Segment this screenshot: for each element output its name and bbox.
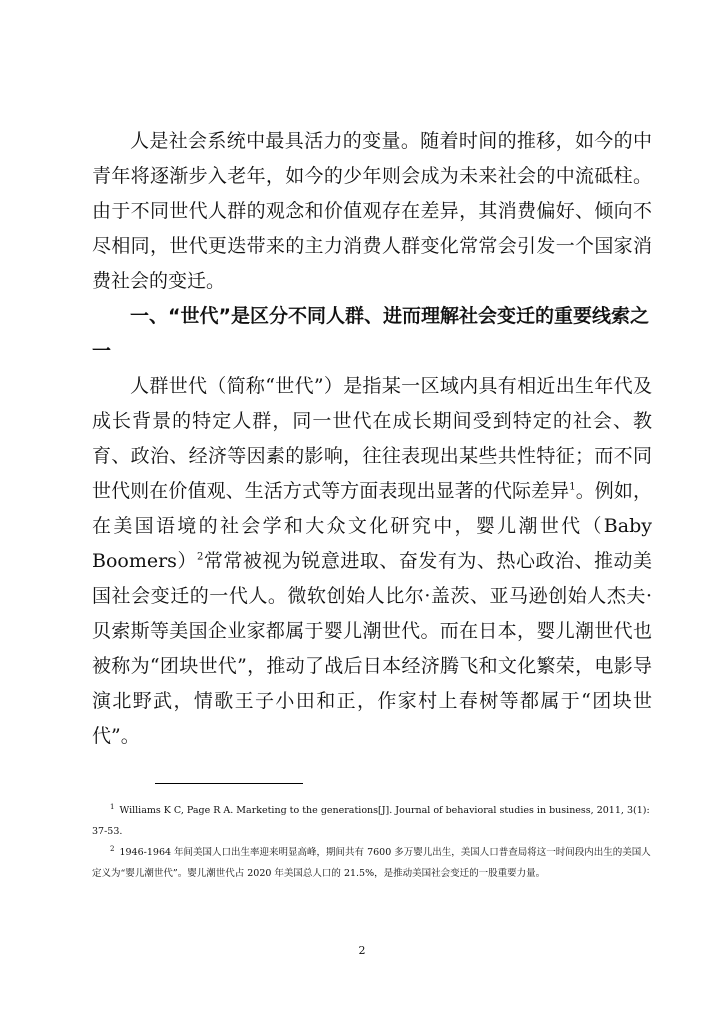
footnote-1-text: Williams K C, Page R A. Marketing to the generations[J]. Journal of behavioral studies in business, 2011, 3(1): 37-53. [92, 805, 650, 837]
footnote-separator [155, 783, 303, 784]
section-heading: 一、“世代”是区分不同人群、进而理解社会变迁的重要线索之一 [92, 305, 649, 362]
footnotes [92, 800, 652, 884]
footnote-1 [92, 800, 652, 842]
paragraph-text-part-b: 。例如，在美国语境的社会学和大众文化研究中，婴儿潮世代（Baby Boomers） [92, 480, 652, 572]
footnote-2 [92, 842, 652, 884]
paragraph-generation-definition [92, 369, 652, 754]
footnote-marker-1: 1 [110, 802, 115, 811]
footnote-ref-1: 1 [569, 481, 576, 493]
footnote-ref-2: 2 [196, 551, 204, 563]
footnote-marker-2: 2 [110, 844, 115, 853]
main-text [92, 124, 652, 754]
footnote-2-text: 1946-1964 年间美国人口出生率迎来明显高峰，期间共有 7600 多万婴儿出生，美国人口普查局将这一时间段内出生的美国人定义为“婴儿潮世代”。婴儿潮世代占 2020 年美国总人口的 21.5%，是推动美国社会变迁的一股重要力量。 [92, 847, 651, 879]
paragraph-text-part-a: 人群世代（简称“世代”）是指某一区域内具有相近出生年代及成长背景的特定人群，同一世代在成长期间受到特定的社会、教育、政治、经济等因素的影响，往往表现出某些共性特征；而不同世代则在价值观、生活方式等方面表现出显著的代际差异 [92, 375, 652, 502]
paragraph-text-part-c: 常常被视为锐意进取、奋发有为、热心政治、推动美国社会变迁的一代人。微软创始人比尔·盖茨、亚马逊创始人杰夫·贝索斯等美国企业家都属于婴儿潮世代。而在日本，婴儿潮世代也被称为“团块世代”，推动了战后日本经济腾飞和文化繁荣，电影导演北野武，情歌王子小田和正，作家村上春树等都属于“团块世代”。 [92, 550, 652, 747]
paragraph-intro: 人是社会系统中最具活力的变量。随着时间的推移，如今的中青年将逐渐步入老年，如今的少年则会成为未来社会的中流砥柱。由于不同世代人群的观念和价值观存在差异，其消费偏好、倾向不尽相同，世代更迭带来的主力消费人群变化常常会引发一个国家消费社会的变迁。 [92, 130, 652, 292]
page-number: 2 [358, 944, 366, 957]
